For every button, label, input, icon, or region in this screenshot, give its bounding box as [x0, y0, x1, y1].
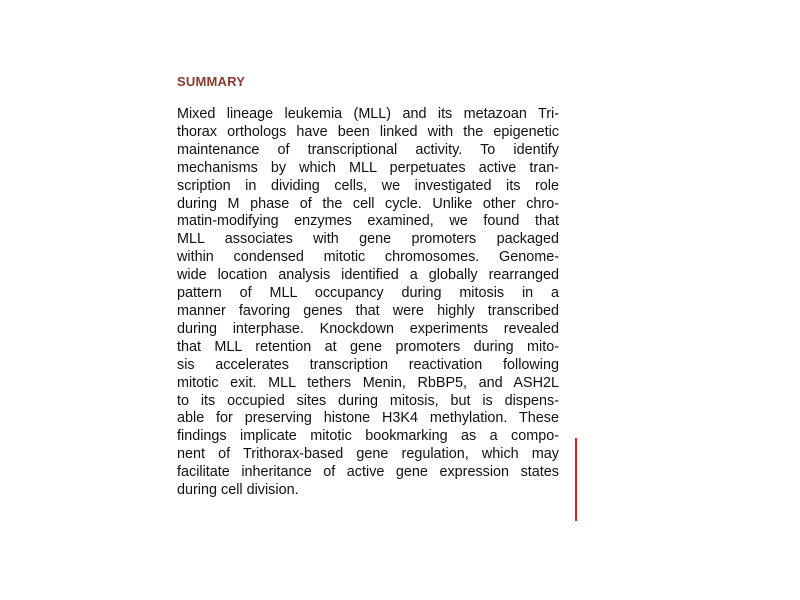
summary-line: nent of Trithorax-based gene regulation, which may — [177, 446, 559, 463]
summary-line: able for preserving histone H3K4 methylation. These — [177, 410, 559, 427]
change-bar-marker — [575, 438, 577, 521]
summary-line: during interphase. Knockdown experiments revealed — [177, 320, 559, 337]
summary-line: Mixed lineage leukemia (MLL) and its metazoan Tri- — [177, 106, 559, 122]
summary-line: maintenance of transcriptional activity. To identify — [177, 141, 559, 158]
summary-line: sis accelerates transcription reactivation following — [177, 356, 559, 373]
summary-line: mitotic exit. MLL tethers Menin, RbBP5, and ASH2L — [177, 374, 559, 391]
summary-line: MLL associates with gene promoters packaged — [177, 231, 559, 248]
summary-line: findings implicate mitotic bookmarking as a compo- — [177, 428, 559, 445]
summary-line: during M phase of the cell cycle. Unlike other chro- — [177, 195, 559, 212]
section-heading-summary: SUMMARY — [177, 74, 246, 89]
summary-line: matin-modifying enzymes examined, we found that — [177, 213, 559, 230]
summary-line: to its occupied sites during mitosis, but is dispens- — [177, 392, 559, 409]
summary-line: manner favoring genes that were highly transcribed — [177, 302, 559, 319]
summary-line: thorax orthologs have been linked with the epigenetic — [177, 123, 559, 140]
summary-paragraph — [177, 106, 559, 500]
summary-line: wide location analysis identified a globally rearranged — [177, 267, 559, 284]
summary-line: that MLL retention at gene promoters during mito- — [177, 338, 559, 355]
summary-line: within condensed mitotic chromosomes. Genome- — [177, 249, 559, 266]
summary-line: scription in dividing cells, we investigated its role — [177, 177, 559, 194]
summary-line: facilitate inheritance of active gene expression states — [177, 464, 559, 481]
summary-line: pattern of MLL occupancy during mitosis in a — [177, 285, 559, 302]
summary-line: mechanisms by which MLL perpetuates active tran- — [177, 159, 559, 176]
summary-line: during cell division. — [177, 482, 299, 499]
